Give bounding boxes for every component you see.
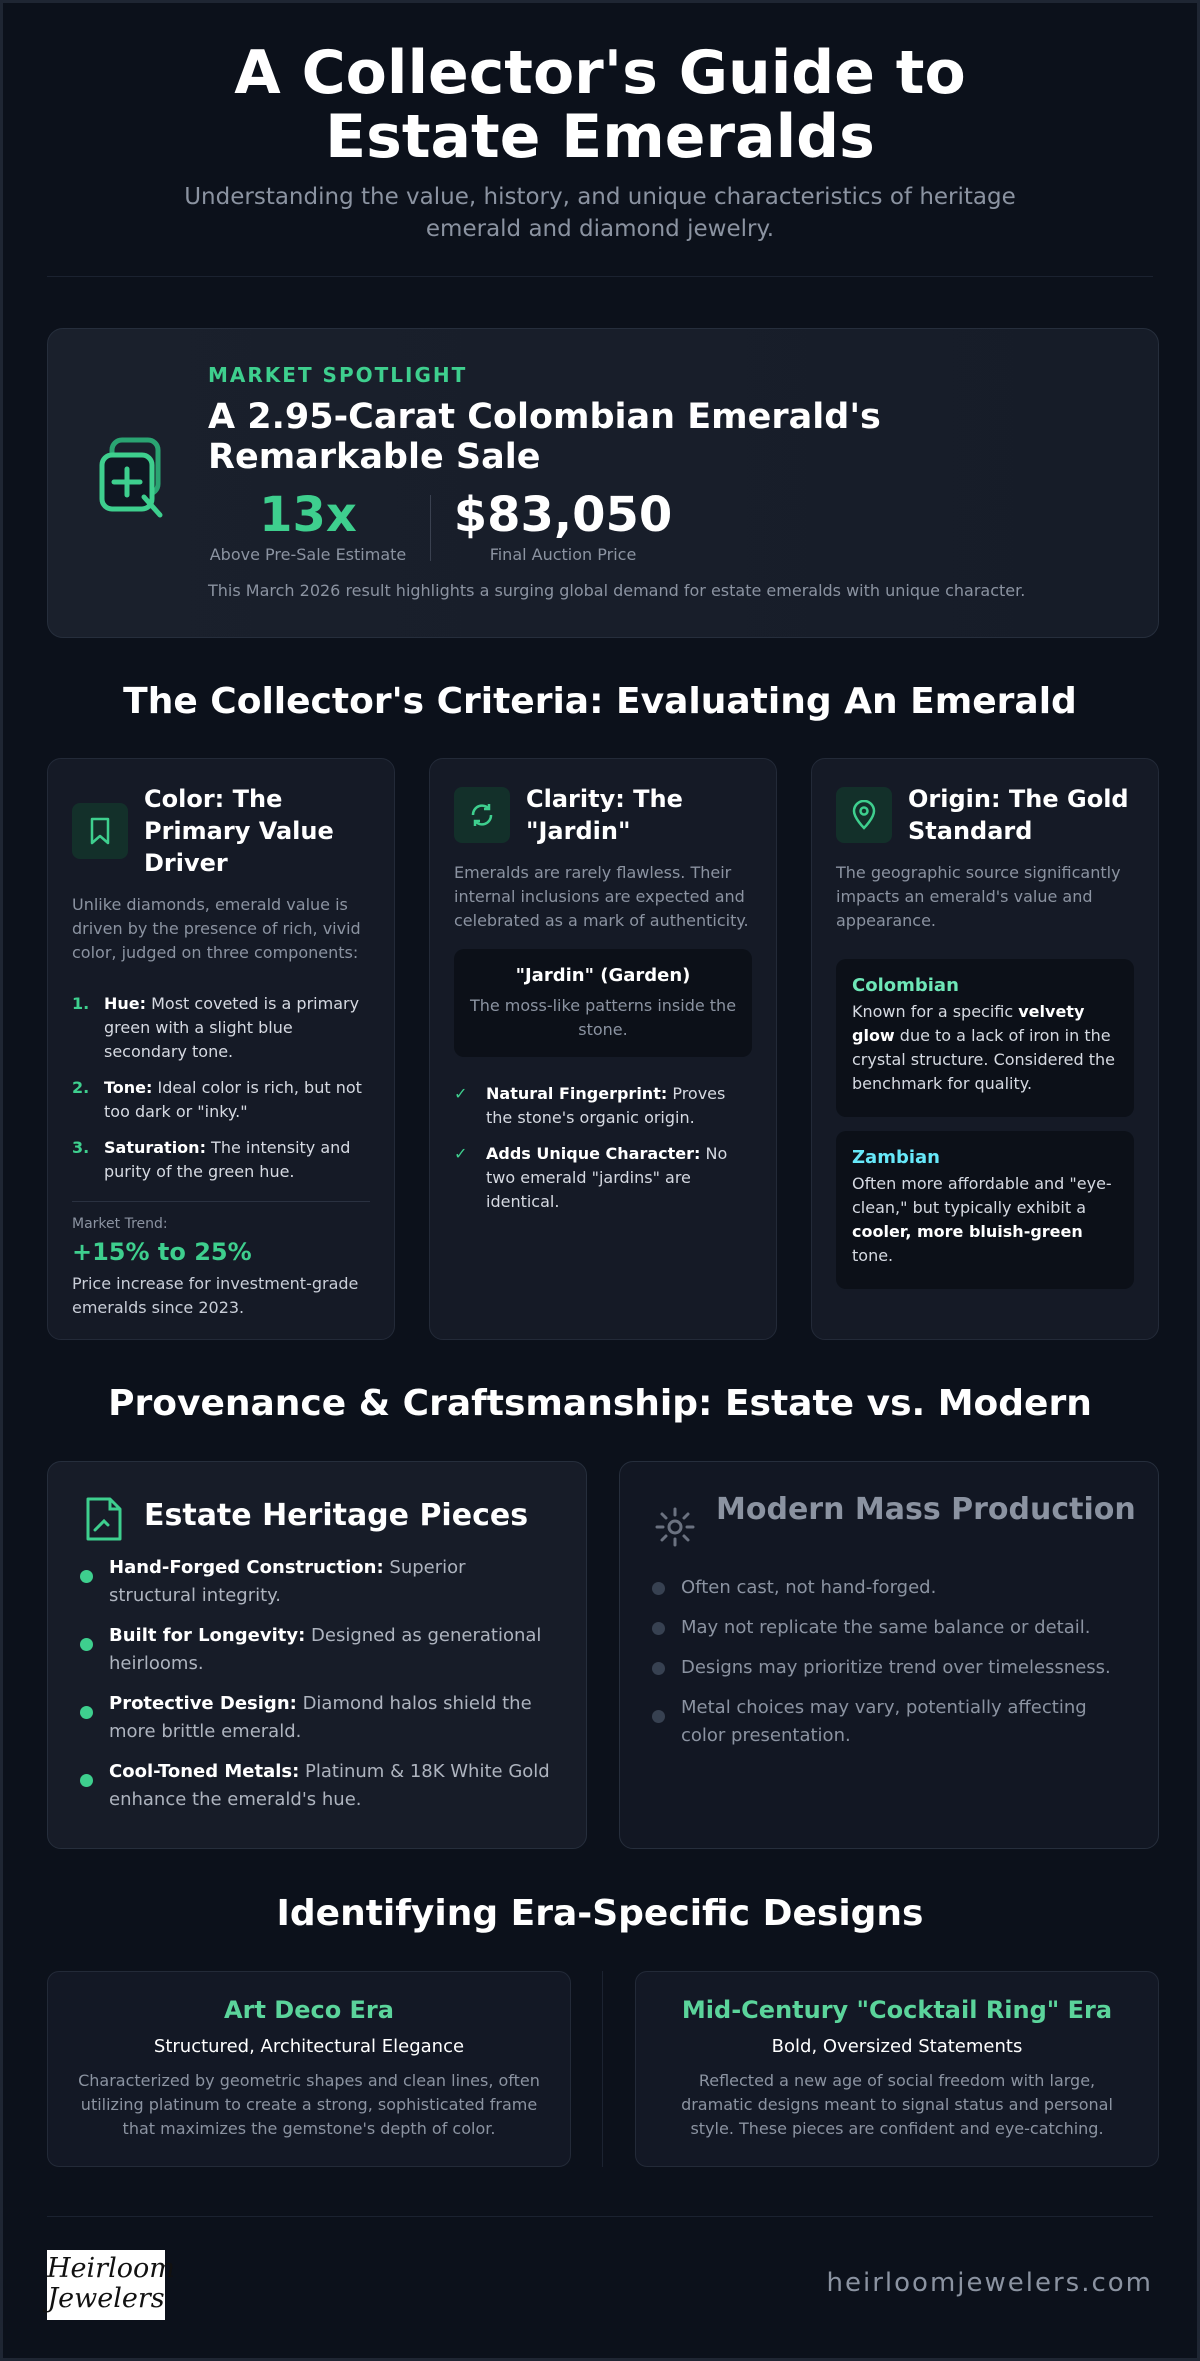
item-text: Superior structural integrity. [109,1557,466,1606]
card-description: Emeralds are rarely flawless. Their internal inclusions are expected and celebrated as a mark of authenticity. [454,863,749,930]
stat-value: 13x [259,487,357,543]
era-subtitle: Bold, Oversized Statements [771,2036,1023,2057]
origin-criteria-card [811,758,1159,1340]
item-term: Protective Design: [109,1693,297,1714]
list-item [652,1654,1126,1682]
market-spotlight-card [47,328,1159,638]
page-title: A Collector's Guide to Estate Emeralds [234,38,966,172]
estate-features-list [80,1554,554,1826]
logo-line: Jewelers [47,2283,165,2314]
item-term: Tone: [104,1078,153,1097]
eras-section-title: Identifying Era-Specific Designs [276,1893,924,1934]
list-item [652,1574,1126,1602]
item-term: Hue: [104,994,147,1013]
stat-label: Above Pre-Sale Estimate [209,545,407,564]
bookmark-icon [72,803,128,859]
list-item [80,1758,554,1814]
list-item [72,992,370,1064]
item-term: Saturation: [104,1138,206,1157]
card-title: Modern Mass Production [716,1492,1136,1527]
card-title: Origin: The Gold Standard [908,785,1129,845]
card-title: Estate Heritage Pieces [144,1498,529,1533]
card-title: Color: The Primary Value Driver [144,785,334,877]
item-text: Metal choices may vary, potentially affecting color presentation. [681,1697,1087,1746]
jardin-definition-box [454,949,752,1057]
bullet-dot [652,1582,665,1595]
gear-icon [654,1506,696,1548]
list-item [454,1082,752,1130]
bullet-dot [652,1710,665,1723]
website-link[interactable]: heirloomjewelers.com [826,2268,1153,2298]
list-number: 3. [72,1138,90,1157]
gem-search-icon [98,437,168,521]
trend-label: Market Trend: [72,1216,168,1232]
color-criteria-card [47,758,395,1340]
check-icon: ✓ [454,1084,468,1103]
era-divider [602,1971,603,2167]
item-term: Built for Longevity: [109,1625,306,1646]
card-description: Unlike diamonds, emerald value is driven by the presence of rich, vivid color, judged on three components: [72,895,361,962]
refresh-icon [454,787,510,843]
list-item [652,1614,1126,1642]
jardin-description: The moss-like patterns inside the stone. [469,996,737,1039]
stat-divider [430,495,431,561]
list-item [454,1142,752,1214]
footer-divider [47,2216,1153,2217]
text-emphasis: velvety glow [852,1002,1085,1045]
bullet-dot [80,1570,93,1583]
item-text: The intensity and purity of the green hue. [104,1138,351,1181]
spotlight-title: A 2.95-Carat Colombian Emerald's Remarkable Sale [208,397,881,477]
bullet-dot [80,1638,93,1651]
text-part: Known for a specific [852,1002,1019,1021]
text-part: tone. [852,1246,894,1265]
origin-description [852,1172,1118,1268]
origin-name: Zambian [852,1147,940,1168]
bullet-dot [80,1774,93,1787]
color-components-list [72,992,370,1196]
spotlight-note: This March 2026 result highlights a surging global demand for estate emeralds with unique character. [208,581,1026,600]
stat-final-price [453,487,673,564]
era-description: Characterized by geometric shapes and clean lines, often utilizing platinum to create a strong, sophisticated frame that maximizes the gemstone's depth of color. [78,2071,540,2138]
era-description: Reflected a new age of social freedom with large, dramatic designs meant to signal status and personal style. These pieces are confident and eye-catching. [681,2071,1113,2138]
item-term: Cool-Toned Metals: [109,1761,300,1782]
list-number: 2. [72,1078,90,1097]
item-text: Diamond halos shield the more brittle emerald. [109,1693,532,1742]
provenance-section-title: Provenance & Craftsmanship: Estate vs. Modern [108,1383,1092,1424]
bullet-dot [80,1706,93,1719]
origin-zambian-box [836,1131,1134,1289]
jardin-title: "Jardin" (Garden) [515,965,691,986]
bullet-dot [652,1622,665,1635]
trend-value: +15% to 25% [72,1238,252,1266]
item-text: Proves the stone's organic origin. [486,1084,726,1127]
item-text: No two emerald "jardins" are identical. [486,1144,728,1211]
text-emphasis: cooler, more bluish-green [852,1222,1083,1241]
item-text: Often cast, not hand-forged. [681,1577,937,1598]
item-text: Designed as generational heirlooms. [109,1625,542,1674]
clarity-benefits-list [454,1082,752,1226]
stat-label: Final Auction Price [489,545,637,564]
mid-century-era-card [635,1971,1159,2167]
origin-colombian-box [836,959,1134,1117]
text-part: due to a lack of iron in the crystal structure. Considered the benchmark for quality. [852,1026,1116,1093]
list-item [72,1136,370,1184]
document-signature-icon [84,1496,124,1542]
stat-estimate-multiple [208,487,408,564]
item-text: Platinum & 18K White Gold enhance the emerald's hue. [109,1761,550,1810]
item-text: Most coveted is a primary green with a slight blue secondary tone. [104,994,360,1061]
spotlight-kicker: MARKET SPOTLIGHT [208,363,468,387]
item-text: May not replicate the same balance or detail. [681,1617,1091,1638]
clarity-criteria-card [429,758,777,1340]
card-title: Clarity: The "Jardin" [526,785,683,845]
map-pin-icon [836,787,892,843]
era-title: Mid-Century "Cocktail Ring" Era [681,1996,1113,2024]
modern-production-card [619,1461,1159,1849]
criteria-section-title: The Collector's Criteria: Evaluating An Emerald [123,681,1077,722]
list-item [72,1076,370,1124]
origin-name: Colombian [852,975,959,996]
stat-value: $83,050 [453,487,673,543]
header-divider [47,276,1153,277]
estate-heritage-card [47,1461,587,1849]
brand-logo [47,2250,175,2320]
trend-description: Price increase for investment-grade emeralds since 2023. [72,1274,359,1317]
logo-line: Heirloom [47,2253,175,2284]
item-term: Adds Unique Character: [486,1144,701,1163]
item-term: Hand-Forged Construction: [109,1557,384,1578]
text-part: Often more affordable and "eye-clean," but typically exhibit a [852,1174,1112,1217]
item-text: Ideal color is rich, but not too dark or "inky." [104,1078,362,1121]
check-icon: ✓ [454,1144,468,1163]
trend-divider [72,1201,370,1202]
era-title: Art Deco Era [224,1996,394,2024]
modern-features-list [652,1574,1126,1762]
era-subtitle: Structured, Architectural Elegance [153,2036,465,2057]
art-deco-era-card [47,1971,571,2167]
list-item [652,1694,1126,1750]
list-item [80,1554,554,1610]
bullet-dot [652,1662,665,1675]
origin-description [852,1000,1118,1096]
card-description: The geographic source significantly impacts an emerald's value and appearance. [836,863,1121,930]
item-text: Designs may prioritize trend over timelessness. [681,1657,1111,1678]
item-term: Natural Fingerprint: [486,1084,668,1103]
page-subtitle: Understanding the value, history, and unique characteristics of heritage emerald and diamond jewelry. [184,184,1016,242]
list-item [80,1690,554,1746]
list-item [80,1622,554,1678]
list-number: 1. [72,994,90,1013]
